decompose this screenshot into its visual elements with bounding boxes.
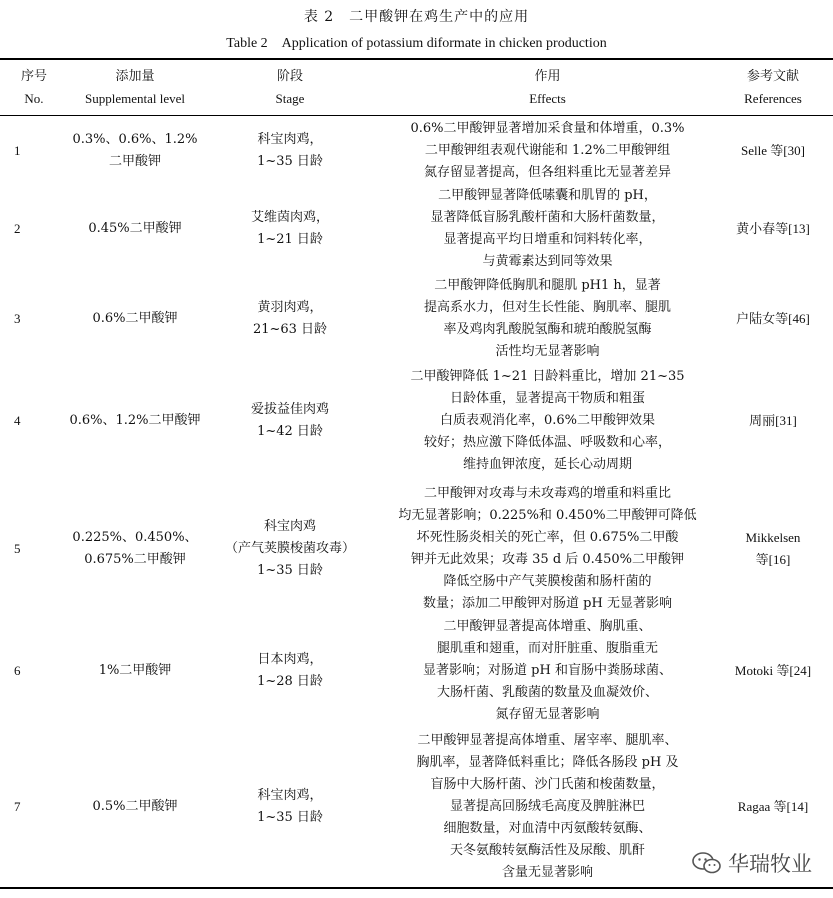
cell-no: 3 xyxy=(14,311,21,326)
table-title-cn: 表 2 二甲酸钾在鸡生产中的应用 xyxy=(303,9,530,25)
watermark xyxy=(692,848,812,878)
cell-level: 0.5%二甲酸钾 xyxy=(92,799,178,814)
header-effects-cn: 作用 xyxy=(534,69,561,84)
cell-stage: 科宝肉鸡， 1~35 日龄 xyxy=(257,132,323,169)
header-stage xyxy=(210,66,370,110)
cell-level: 1%二甲酸钾 xyxy=(98,663,172,678)
cell-stage: 艾维茵肉鸡， 1~21 日龄 xyxy=(250,210,329,247)
cell-effects: 二甲酸钾降低 1~21 日龄料重比，增加 21~35 日龄体重，显著提高干物质和粗蛋 白质表观消化率，0.6%二甲酸钾效果 较好；热应激下降低体温、呼吸数和心率， 维持血钾浓度，延长心动周期 xyxy=(410,369,685,472)
cell-effects: 二甲酸钾降低胸肌和腿肌 pH1 h，显著 提高系水力，但对生长性能、胸肌率、腿肌 率及鸡肉乳酸脱氢酶和琥珀酸脱氢酶 活性均无显著影响 xyxy=(423,278,671,359)
cell-effects: 二甲酸钾对攻毒与未攻毒鸡的增重和料重比 均无显著影响；0.225%和 0.450%二甲酸钾可降低 坏死性肠炎相关的死亡率，但 0.675%二甲酸 钾并无此效果；攻毒 35 d 后 0.450%二甲酸钾 降低空肠中产气荚膜梭菌和肠杆菌的 数量；添加二甲酸钾对肠道 pH 无显著影响 xyxy=(398,486,697,611)
header-stage-en: Stage xyxy=(275,91,305,106)
cell-reference: Mikkelsen 等[16] xyxy=(745,530,801,567)
header-level-en: Supplemental level xyxy=(84,91,185,106)
cell-reference: Ragaa 等[14] xyxy=(737,799,809,814)
cell-reference: Motoki 等[24] xyxy=(734,663,812,678)
bottom-rule xyxy=(0,887,833,889)
cell-stage: 日本肉鸡， 1~28 日龄 xyxy=(257,652,323,689)
table-row xyxy=(0,618,833,724)
cell-stage: 科宝肉鸡 （产气荚膜梭菌攻毒） 1~35 日龄 xyxy=(224,519,355,578)
wechat-icon xyxy=(692,852,722,874)
cell-reference: 黄小春等[13] xyxy=(736,221,810,236)
cell-effects: 二甲酸钾显著提高体增重、胸肌重、 腿肌重和翅重，而对肝脏重、腹脂重无 显著影响；对肠道 pH 和盲肠中粪肠球菌、 大肠杆菌、乳酸菌的数量及血凝效价、 氮存留无显著影响 xyxy=(423,619,672,722)
table-row xyxy=(0,368,833,474)
cell-stage: 科宝肉鸡， 1~35 日龄 xyxy=(257,788,323,825)
header-ref-en: References xyxy=(744,91,802,106)
header-level xyxy=(60,66,210,110)
top-rule xyxy=(0,58,833,60)
cell-effects: 0.6%二甲酸钾显著增加采食量和体增重，0.3% 二甲酸钾组表观代谢能和 1.2%二甲酸钾组 氮存留显著提高，但各组料重比无显著差异 xyxy=(410,121,685,180)
header-no-cn: 序号 xyxy=(20,69,47,84)
table-row xyxy=(0,482,833,616)
cell-stage: 黄羽肉鸡， 21~63 日龄 xyxy=(252,300,328,337)
header-level-cn: 添加量 xyxy=(115,69,155,84)
table-title-en: Table 2 Application of potassium diformate in chicken production xyxy=(226,36,607,51)
cell-level: 0.6%、1.2%二甲酸钾 xyxy=(69,413,201,428)
header-no-en: No. xyxy=(24,91,44,106)
cell-level: 0.225%、0.450%、 0.675%二甲酸钾 xyxy=(72,530,198,567)
cell-level: 0.6%二甲酸钾 xyxy=(92,311,178,326)
cell-level: 0.3%、0.6%、1.2% 二甲酸钾 xyxy=(72,132,198,169)
table-row xyxy=(0,120,833,182)
cell-no: 1 xyxy=(14,143,21,158)
header-effects xyxy=(375,66,720,110)
table-row xyxy=(0,186,833,272)
cell-effects: 二甲酸钾显著降低嗉囊和肌胃的 pH， 显著降低盲肠乳酸杆菌和大肠杆菌数量， 显著提高平均日增重和饲料转化率， 与黄霉素达到同等效果 xyxy=(430,188,665,269)
header-effects-en: Effects xyxy=(529,91,566,106)
cell-stage: 爱拔益佳肉鸡 1~42 日龄 xyxy=(250,402,329,439)
cell-no: 4 xyxy=(14,413,21,428)
header-stage-cn: 阶段 xyxy=(276,69,303,84)
cell-level: 0.45%二甲酸钾 xyxy=(88,221,182,236)
cell-reference: Selle 等[30] xyxy=(741,143,805,158)
header-references xyxy=(718,66,828,110)
cell-reference: 周丽[31] xyxy=(749,413,797,428)
cell-effects: 二甲酸钾显著提高体增重、屠宰率、腿肌率、 胸肌率，显著降低料重比；降低各肠段 pH 及 盲肠中大肠杆菌、沙门氏菌和梭菌数量， 显著提高回肠绒毛高度及脾脏淋巴 细胞数量，对血清中丙氨酸转氨酶、 天冬氨酸转氨酶活性及尿酸、肌酐 含量无显著影响 xyxy=(416,733,679,880)
table-row xyxy=(0,276,833,362)
cell-no: 6 xyxy=(14,663,21,678)
cell-no: 5 xyxy=(14,541,21,556)
header-no xyxy=(4,66,64,110)
cell-no: 2 xyxy=(14,221,21,236)
watermark-text: 华瑞牧业 xyxy=(728,852,812,876)
cell-reference: 户陆女等[46] xyxy=(736,311,810,326)
cell-no: 7 xyxy=(14,799,21,814)
header-ref-cn: 参考文献 xyxy=(746,69,799,84)
header-rule xyxy=(0,115,833,116)
